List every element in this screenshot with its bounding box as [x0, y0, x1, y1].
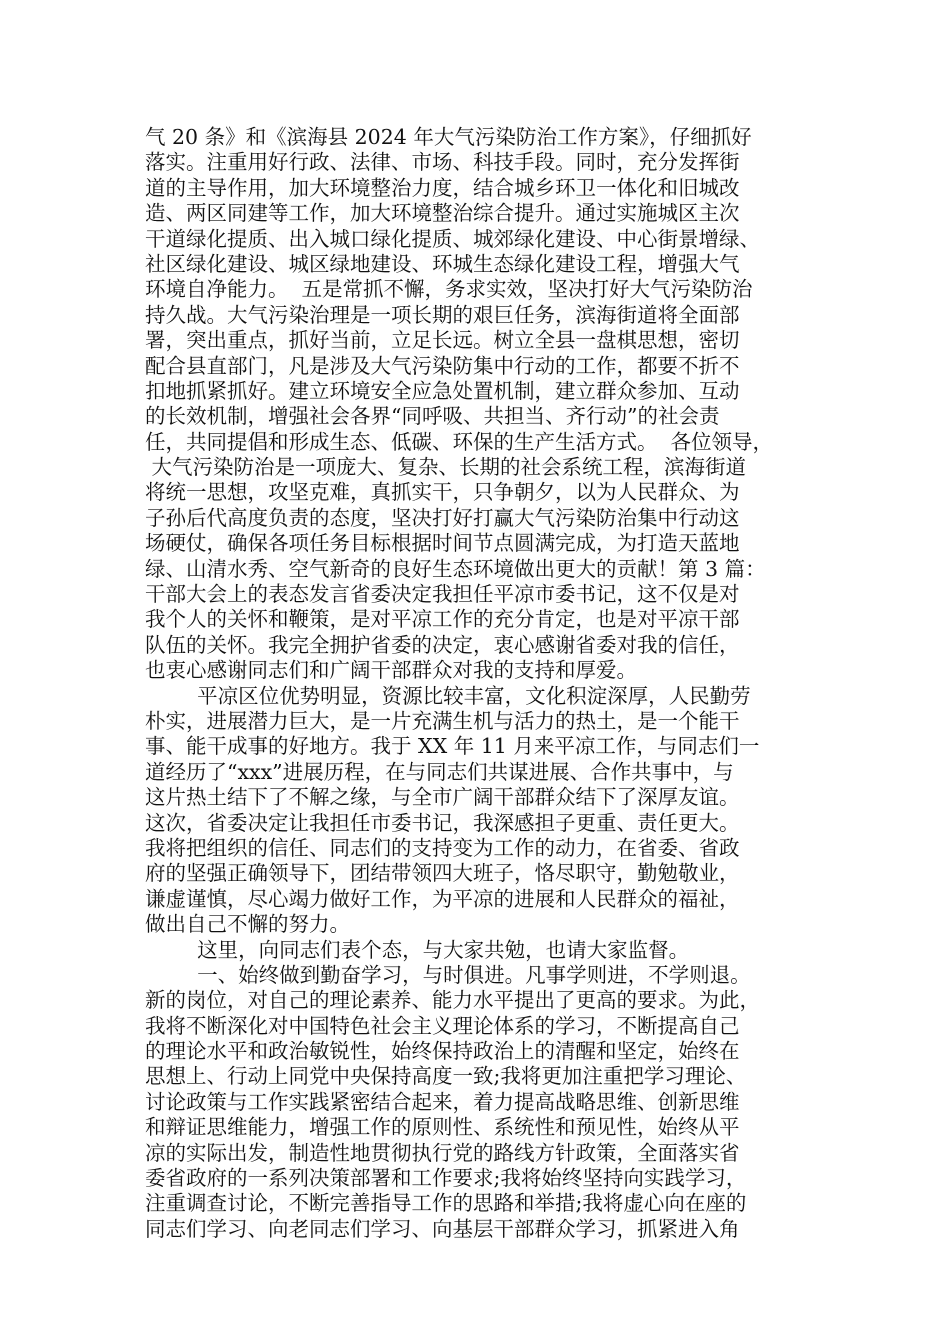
text-line: 一、始终做到勤奋学习，与时俱进。凡事学则进，不学则退。 — [145, 962, 751, 987]
text-line: 任，共同提倡和形成生态、低碳、环保的生产生活方式。 各位领导， — [145, 429, 774, 454]
text-line: 的长效机制，增强社会各界“同呼吸、共担当、齐行动”的社会责 — [145, 404, 720, 429]
text-line: 干道绿化提质、出入城口绿化提质、城郊绿化建设、中心街景增绿、 — [145, 226, 760, 251]
text-line: 道的主导作用，加大环境整治力度，结合城乡环卫一体化和旧城改 — [145, 175, 740, 200]
text-line: 平凉区位优势明显，资源比较丰富，文化积淀深厚，人民勤劳 — [145, 683, 751, 708]
text-line: 大气污染防治是一项庞大、复杂、长期的社会系统工程，滨海街道 — [145, 455, 747, 480]
body-text — [145, 125, 825, 1242]
text-line: 新的岗位，对自己的理论素养、能力水平提出了更高的要求。为此， — [145, 988, 760, 1013]
text-line: 我个人的关怀和鞭策，是对平凉工作的充分肯定，也是对平凉干部 — [145, 607, 740, 632]
text-line: 凉的实际出发，制造性地贯彻执行党的路线方针政策，全面落实省 — [145, 1140, 740, 1165]
text-line: 思想上、行动上同党中央保持高度一致;我将更加注重把学习理论、 — [145, 1064, 747, 1089]
text-line: 这里，向同志们表个态，与大家共勉，也请大家监督。 — [145, 937, 690, 962]
text-line: 环境自净能力。 五是常抓不懈，务求实效，坚决打好大气污染防治 — [145, 277, 753, 302]
text-line: 子孙后代高度负责的态度，坚决打好打赢大气污染防治集中行动这 — [145, 505, 740, 530]
text-line: 场硬仗，确保各项任务目标根据时间节点圆满完成，为打造天蓝地 — [145, 531, 740, 556]
text-line: 同志们学习、向老同志们学习、向基层干部群众学习，抓紧进入角 — [145, 1216, 740, 1241]
text-line: 注重调查讨论，不断完善指导工作的思路和举措;我将虚心向在座的 — [145, 1191, 747, 1216]
text-line: 造、两区同建等工作，加大环境整治综合提升。通过实施城区主次 — [145, 201, 740, 226]
text-line: 署，突出重点，抓好当前，立足长远。树立全县一盘棋思想，密切 — [145, 328, 740, 353]
text-line: 府的坚强正确领导下，团结带领四大班子，恪尽职守，勤勉敬业， — [145, 861, 740, 886]
text-line: 事、能干成事的好地方。我于 XX 年 11 月来平凉工作，与同志们一 — [145, 734, 760, 759]
text-line: 绿、山清水秀、空气新奇的良好生态环境做出更大的贡献！第 3 篇： — [145, 556, 766, 581]
text-line: 队伍的关怀。我完全拥护省委的决定，衷心感谢省委对我的信任， — [145, 632, 740, 657]
text-line: 将统一思想，攻坚克难，真抓实干，只争朝夕，以为人民群众、为 — [145, 480, 740, 505]
text-line: 做出自己不懈的努力。 — [145, 912, 350, 937]
text-line: 气 20 条》和《滨海县 2024 年大气污染防治工作方案》，仔细抓好 — [145, 125, 752, 149]
text-line: 道经历了“xxx”进展历程，在与同志们共谋进展、合作共事中，与 — [145, 759, 734, 784]
text-line: 我将把组织的信任、同志们的支持变为工作的动力，在省委、省政 — [145, 835, 740, 860]
text-line: 持久战。大气污染治理是一项长期的艰巨任务，滨海街道将全面部 — [145, 302, 740, 327]
text-line: 这次，省委决定让我担任市委书记，我深感担子更重、责任更大。 — [145, 810, 740, 835]
text-line: 谦虚谨慎，尽心竭力做好工作，为平凉的进展和人民群众的福祉， — [145, 886, 740, 911]
text-line: 讨论政策与工作实践紧密结合起来，着力提高战略思维、创新思维 — [145, 1089, 740, 1114]
text-line: 委省政府的一系列决策部署和工作要求;我将始终坚持向实践学习， — [145, 1166, 747, 1191]
text-line: 社区绿化建设、城区绿地建设、环城生态绿化建设工程，增强大气 — [145, 251, 740, 276]
text-line: 和辩证思维能力，增强工作的原则性、系统性和预见性，始终从平 — [145, 1115, 740, 1140]
text-line: 扣地抓紧抓好。建立环境安全应急处置机制，建立群众参加、互动 — [145, 378, 740, 403]
text-line: 也衷心感谢同志们和广阔干部群众对我的支持和厚爱。 — [145, 658, 637, 683]
text-line: 干部大会上的表态发言省委决定我担任平凉市委书记，这不仅是对 — [145, 582, 740, 607]
text-line: 配合县直部门，凡是涉及大气污染防集中行动的工作，都要不折不 — [145, 353, 740, 378]
text-line: 朴实，进展潜力巨大，是一片充满生机与活力的热土，是一个能干 — [145, 708, 740, 733]
text-line: 这片热土结下了不解之缘，与全市广阔干部群众结下了深厚友谊。 — [145, 785, 740, 810]
text-line: 我将不断深化对中国特色社会主义理论体系的学习，不断提高自己 — [145, 1013, 740, 1038]
text-line: 的理论水平和政治敏锐性，始终保持政治上的清醒和坚定，始终在 — [145, 1039, 740, 1064]
text-line: 落实。注重用好行政、法律、市场、科技手段。同时，充分发挥街 — [145, 150, 740, 175]
